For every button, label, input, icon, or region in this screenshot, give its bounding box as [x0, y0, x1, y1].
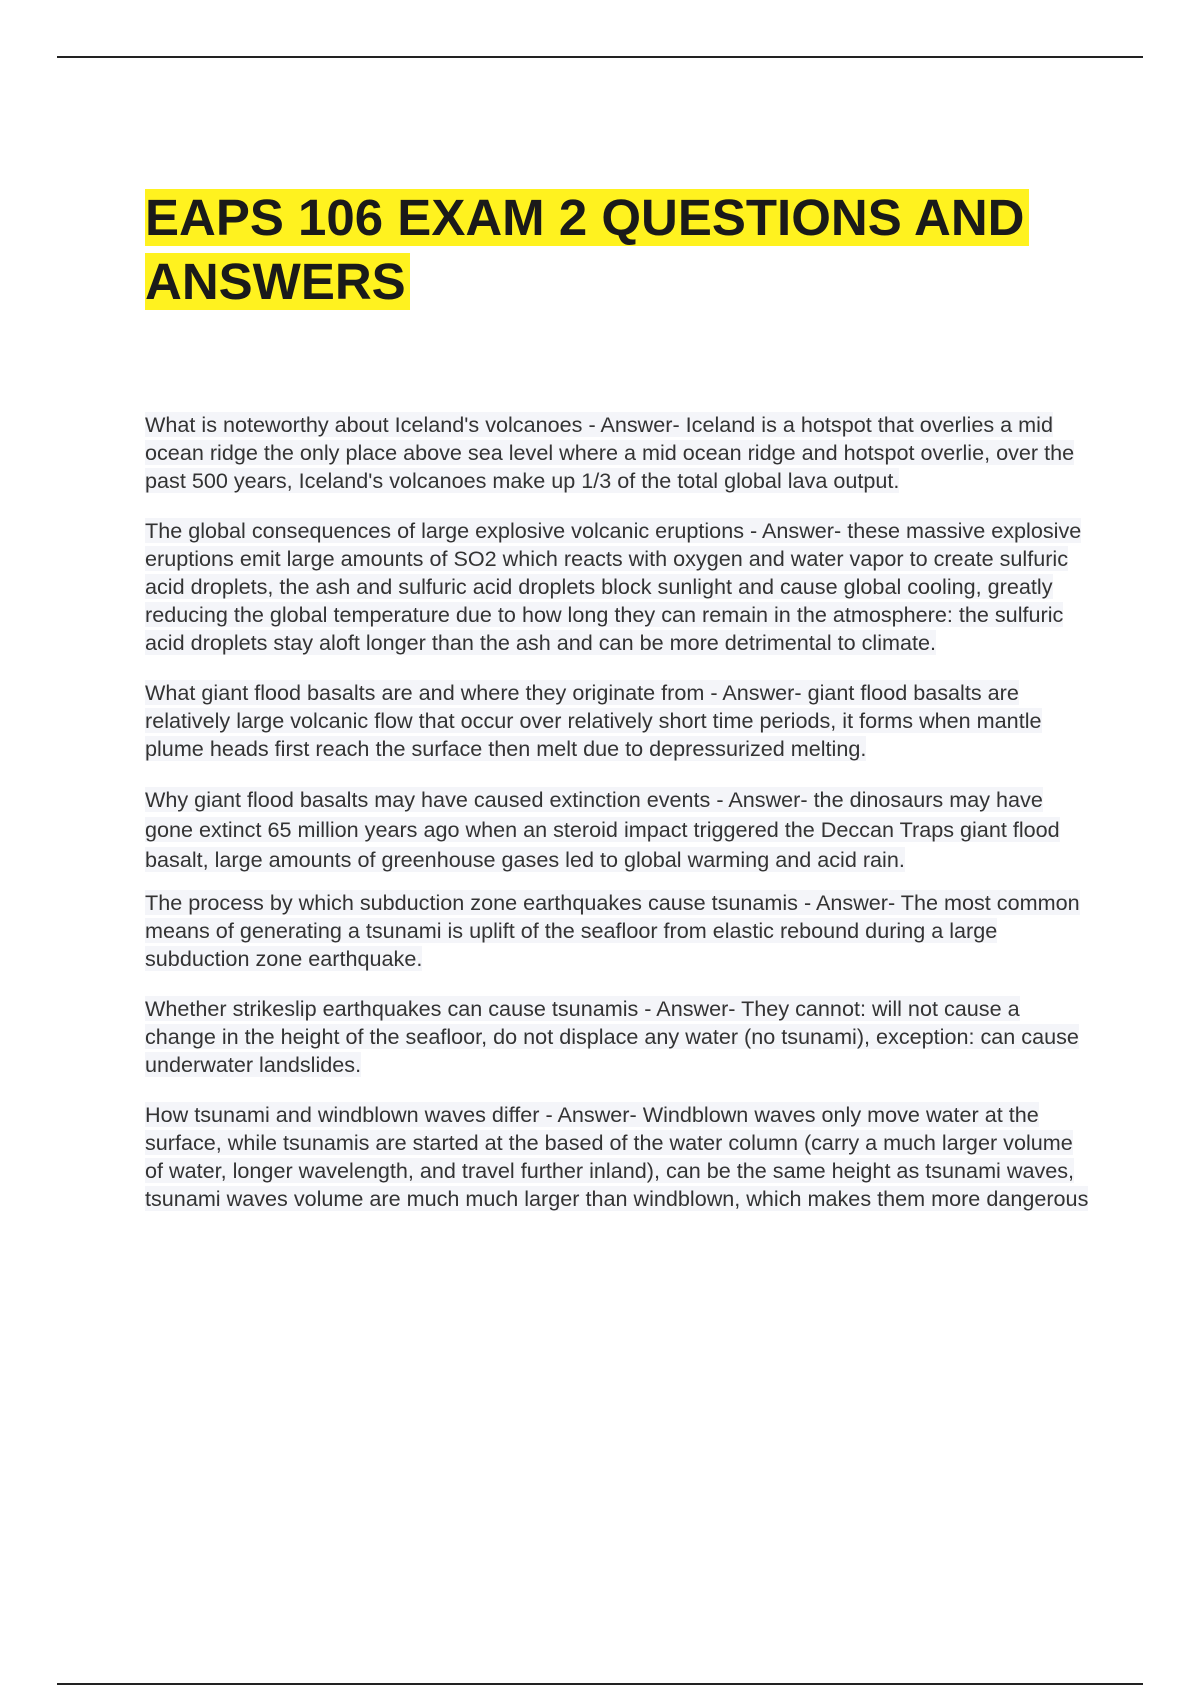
- question-text: Why giant flood basalts may have caused extinction events: [145, 787, 711, 812]
- answer-text: these massive explosive eruptions emit large amounts of SO2 which reacts with oxygen and water vapor to create sulfuric acid droplets, the ash and sulfuric acid droplets block sunlight and cause global cooling, greatly reducing the global temperature due to how long they can remain in the atmosphere: the sulfuric acid droplets stay aloft longer than the ash and can be more detrimental to climate.: [145, 518, 1082, 655]
- top-rule: [57, 56, 1143, 58]
- qa-item: [145, 1101, 1095, 1213]
- qa-text: [145, 680, 1042, 761]
- qa-item: [145, 995, 1095, 1079]
- document-title: [145, 186, 1045, 314]
- question-text: The process by which subduction zone earthquakes cause tsunamis: [145, 890, 798, 915]
- qa-item: [145, 889, 1095, 973]
- question-text: The global consequences of large explosive volcanic eruptions: [145, 518, 744, 543]
- answer-separator: - Answer-: [710, 787, 814, 812]
- answer-text: Iceland is a hotspot that overlies a mid ocean ridge the only place above sea level where a mid ocean ridge and hotspot overlie, over the past 500 years, Iceland's volcanoes make up 1/3 of the total global lava output.: [145, 412, 1075, 493]
- qa-text: [145, 412, 1074, 493]
- question-text: What is noteworthy about Iceland's volcanoes: [145, 412, 583, 437]
- answer-separator: - Answer-: [539, 1102, 643, 1127]
- qa-item: [145, 679, 1095, 763]
- qa-text: [145, 996, 1079, 1077]
- qa-text: [145, 1102, 1088, 1211]
- qa-list: [145, 411, 1095, 1235]
- qa-item: [145, 517, 1095, 657]
- question-text: Whether strikeslip earthquakes can cause tsunamis: [145, 996, 639, 1021]
- answer-separator: - Answer-: [744, 518, 848, 543]
- question-text: What giant flood basalts are and where they originate from: [145, 680, 705, 705]
- qa-item: [145, 785, 1095, 875]
- bottom-rule: [57, 1683, 1143, 1685]
- qa-text: [145, 787, 1060, 872]
- answer-separator: - Answer-: [582, 412, 686, 437]
- qa-text: [145, 890, 1080, 971]
- qa-text: [145, 518, 1081, 655]
- answer-separator: - Answer-: [638, 996, 742, 1021]
- answer-text: the dinosaurs may have gone extinct 65 million years ago when an steroid impact triggered the Deccan Traps giant flood basalt, large amounts of greenhouse gases led to global warming and acid rain.: [145, 787, 1060, 872]
- answer-text: They cannot: will not cause a change in the height of the seafloor, do not displace any water (no tsunami), exception: can cause underwater landslides.: [145, 996, 1079, 1077]
- document-title-text: EAPS 106 EXAM 2 QUESTIONS AND ANSWERS: [145, 189, 1029, 310]
- question-text: How tsunami and windblown waves differ: [145, 1102, 540, 1127]
- qa-item: [145, 411, 1095, 495]
- answer-text: The most common means of generating a tsunami is uplift of the seafloor from elastic rebound during a large subduction zone earthquake.: [145, 890, 1080, 971]
- answer-text: giant flood basalts are relatively large volcanic flow that occur over relatively short time periods, it forms when mantle plume heads first reach the surface then melt due to depressurized melting.: [145, 680, 1042, 761]
- answer-separator: - Answer-: [704, 680, 808, 705]
- answer-separator: - Answer-: [797, 890, 901, 915]
- answer-text: Windblown waves only move water at the surface, while tsunamis are started at the based of the water column (carry a much larger volume of water, longer wavelength, and travel further inland), can be the same height as tsunami waves, tsunami waves volume are much much larger than windblown, which makes them more dangerous: [145, 1102, 1089, 1211]
